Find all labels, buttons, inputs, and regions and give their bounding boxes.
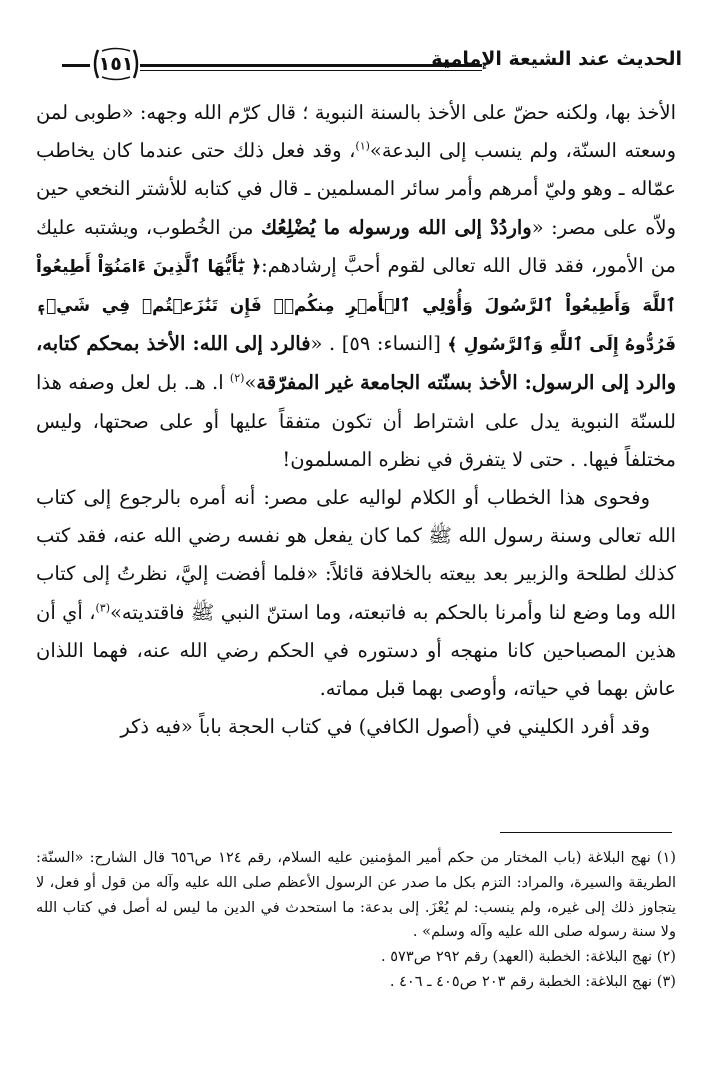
- page-number: ١٥١: [98, 53, 134, 75]
- paragraph-3: وقد أفرد الكليني في (أصول الكافي) في كتاب الحجة باباً «فيه ذكر: [120, 715, 650, 739]
- header-rule-thin: [140, 70, 482, 71]
- p1-bold-1: واردُدْ إلى الله ورسوله ما يُضْلِعُك: [260, 215, 532, 239]
- running-title: الحديث عند الشيعة الإمامية: [431, 48, 682, 70]
- paragraph-2: [36, 479, 676, 708]
- p2-text-2: ، أي أن هذين المصباحين كانا منهجه أو دستوره في الحكم رضي الله عنه، فهما اللذان عاش بهما في حياته، وأوصى بهما قبل مماته.: [36, 600, 676, 701]
- footnote-ref-2: (٢): [229, 371, 245, 385]
- footnote-3: (٣) نهج البلاغة: الخطبة رقم ٢٠٣ ص٤٠٥ ـ ٤٠٦ .: [389, 972, 676, 990]
- p1-text-5: »: [244, 371, 257, 395]
- header-left-rule: [62, 64, 90, 67]
- p1-text-1: الأخذ بها، ولكنه حضّ على الأخذ بالسنة النبوية ؛ قال كرّم الله وجهه: «طوبى لمن وسعته السنّة، ولم ينسب إلى البدعة»: [36, 101, 676, 163]
- footnotes: [36, 846, 676, 995]
- p1-text-2: ، وقد فعل ذلك حتى عندما كان يخاطب عمّاله ـ وهو وليّ أمرهم وأمر سائر المسلمين ـ قال في كتابه للأشتر النخعي حين ولاّه على مصر: «: [36, 139, 677, 239]
- p1-text-6: ا. هـ. بل لعل وصفه هذا للسنّة النبوية يدل على اشتراط أن تكون متفقاً عليها أو على صحتها، وليس مختلفاً فيها. . حتى لا يتفرق في نظره المسلمون!: [36, 371, 676, 471]
- p1-text-4: [النساء: ٥٩] . «: [310, 332, 448, 356]
- footnote-1: (١) نهج البلاغة (باب المختار من حكم أمير المؤمنين عليه السلام، رقم ١٢٤ ص٦٥٦ قال الشارح: «السنّة: الطريقة والسيرة، والمراد: التزم بكل ما صدر عن الرسول الأعظم صلى الله عليه وآله من قول أو فعل، لا يتجاوز ذلك إلى غيره، ولم ينسب: لم يُعْزَ. إلى بدعة: ما استحدث في الدين ما ليس له أصل في كتاب الله ولا سنة رسوله صلى الله عليه وآله وسلم» .: [36, 849, 676, 941]
- quran-verse: ﴿ يَٰٓأَيُّهَا ٱلَّذِينَ ءَامَنُوٓاْ أَطِيعُواْ ٱللَّهَ وَأَطِيعُواْ ٱلرَّسُولَ وَأُوْلِي ٱلۡأَمۡرِ مِنكُمۡۖ فَإِن تَنَٰزَعۡتُمۡ فِي شَيۡءٖ فَرُدُّوهُ إِلَى ٱللَّهِ وَٱلرَّسُولِ ﴾: [36, 256, 676, 356]
- footnote-ref-3: (٣): [95, 601, 110, 615]
- p1-text-3: من الخُطوب، ويشتبه عليك من الأمور، فقد قال الله تعالى لقوم أحبَّ إرشادهم:: [36, 215, 676, 277]
- p1-bold-2: فالرد إلى الله: الأخذ بمحكم كتابه، والرد إلى الرسول: الأخذ بسنّته الجامعة غير المفرّقة: [36, 332, 676, 395]
- running-header: [62, 40, 682, 90]
- footnote-ref-1: (١): [355, 139, 370, 153]
- footnote-2: (٢) نهج البلاغة: الخطبة (العهد) رقم ٢٩٢ ص٥٧٣ .: [380, 948, 676, 966]
- header-rule: [140, 64, 482, 67]
- paragraph-1: [36, 94, 676, 479]
- main-text: [36, 94, 676, 746]
- footnote-separator: [500, 832, 672, 833]
- page-number-badge: [90, 46, 142, 82]
- p2-text-1: وفحوى هذا الخطاب أو الكلام لواليه على مصر: أنه أمره بالرجوع إلى كتاب الله تعالى وسنة رسول الله ﷺ كما كان يفعل هو نفسه رضي الله عنه، فقد كتب كذلك لطلحة والزبير بعد بيعته بالخلافة قائلاً: «فلما أفضت إليَّ، نظرتُ إلى كتاب الله وما وضع لنا وأمرنا بالحكم به فاتبعته، وما استنّ النبي ﷺ فاقتديته»: [36, 486, 676, 624]
